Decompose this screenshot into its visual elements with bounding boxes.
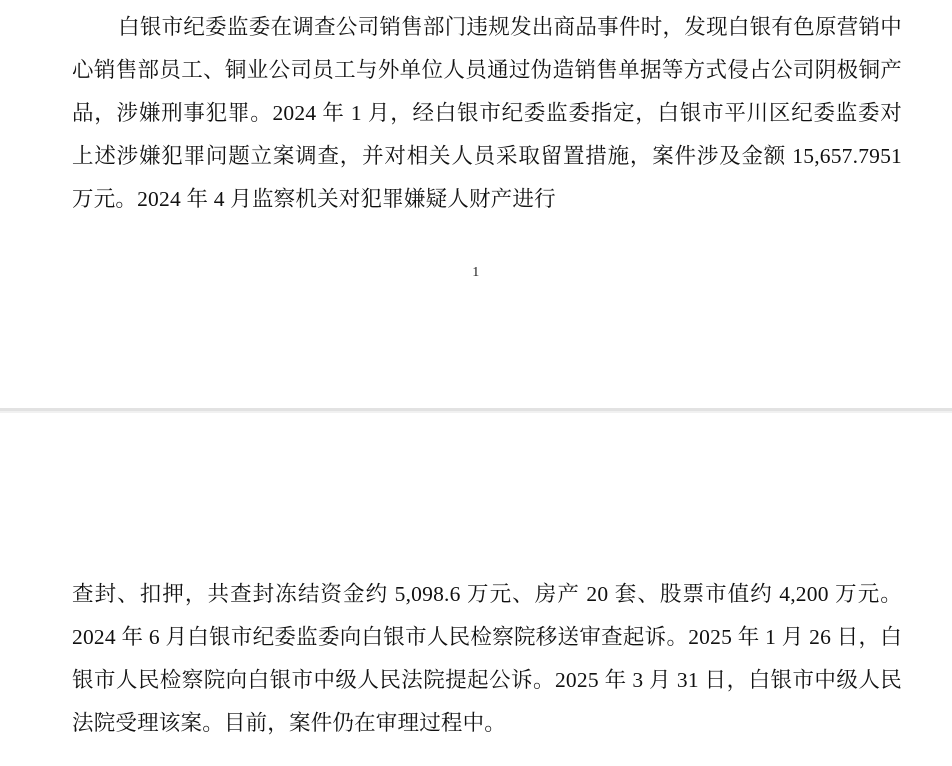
- document-page-2: [0, 413, 952, 766]
- paragraph-page-1: [72, 6, 902, 221]
- paragraph-text: 查封、扣押，共查封冻结资金约 5,098.6 万元、房产 20 套、股票市值约 4,200 万元。2024 年 6 月白银市纪委监委向白银市人民检察院移送审查起诉。2025 年 1 月 26 日，白银市人民检察院向白银市中级人民法院提起公诉。2025 年 3 月 31 日，白银市中级人民法院受理该案。目前，案件仍在审理过程中。: [72, 582, 902, 735]
- paragraph-page-2: [72, 573, 902, 745]
- page-number: 1: [472, 265, 480, 280]
- paragraph-text: 白银市纪委监委在调查公司销售部门违规发出商品事件时，发现白银有色原营销中心销售部员工、铜业公司员工与外单位人员通过伪造销售单据等方式侵占公司阴极铜产品，涉嫌刑事犯罪。2024 年 1 月，经白银市纪委监委指定，白银市平川区纪委监委对上述涉嫌犯罪问题立案调查，并对相关人员采取留置措施，案件涉及金额 15,657.7951 万元。2024 年 4 月监察机关对犯罪嫌疑人财产进行: [72, 15, 902, 211]
